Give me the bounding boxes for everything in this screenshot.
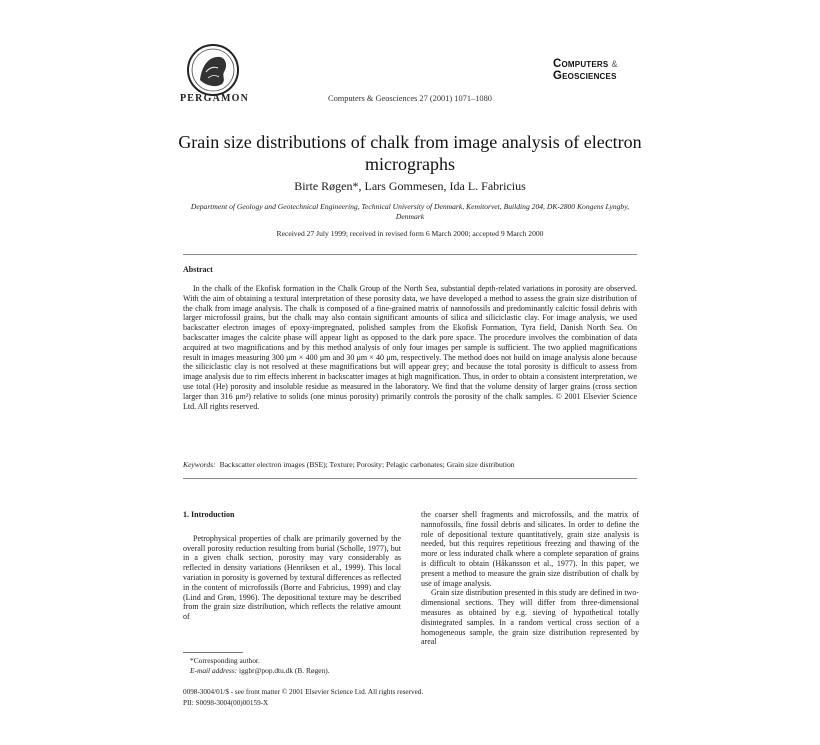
footnote [190,656,330,676]
front-matter [183,687,423,708]
email-label: E-mail address: [190,666,238,675]
abstract-divider [183,478,637,479]
intro-paragraph-right-2: Grain size distribution presented in this study are defined in two-dimensional sections. They will differ from three-dimensional measures as obtained by e.g. sieving of hypothetical totally disintegrated samples. In a random vertical cross section of a homogeneous sample, the grain size distribution represented by areal [421,588,639,647]
journal-logo [553,58,618,82]
journal-logo-line2: Geosciences [553,70,617,82]
journal-citation: Computers & Geosciences 27 (2001) 1071–1080 [328,94,492,103]
right-column [421,510,639,647]
intro-paragraph-right-1: the coarser shell fragments and microfossils, and the matrix of nannofossils, fine fossil debris and silicates. In order to define the role of depositional texture quantitatively, grain size analysis is needed, but this requires repetitious freezing and thawing of the more or less indurated chalk where a complete separation of grains is difficult to obtain (Håkansson et al., 1977). In this paper, we present a method to measure the grain size distribution of chalk by use of image analysis. [421,510,639,588]
header-divider [183,254,637,255]
copyright-line: 0098-3004/01/$ - see front matter © 2001 Elsevier Science Ltd. All rights reserved. [183,688,424,696]
journal-logo-amp: & [611,59,618,69]
abstract-body: In the chalk of the Ekofisk formation in the Chalk Group of the North Sea, substantial depth-related variations in porosity are observed. With the aim of obtaining a textural interpretation of these porosity data, we have developed a method to assess the grain size distribution of the chalk from image analysis. The chalk is composed of a fine-grained matrix of nannofossils and predominantly calcitic fossil debris with larger microfossil grains, but the chalk may also contain significant amounts of silica and siliciclastic clay. For image analysis, we used backscatter electron images of epoxy-impregnated, polished samples from the Ekofisk Formation, Tyra field, Danish North Sea. On backscatter images the calcite phase will appear light as opposed to the dark pore space. The procedure involves the combination of data acquired at two magnifications and by this method analysis of only four images per sample is sufficient. The two applied magnifications result in images measuring 300 μm × 400 μm and 30 μm × 40 μm, respectively. The method does not build on image analysis alone because the siliciclastic clay is not resolved at these magnifications but will appear grey; and because the total porosity is difficult to assess from image analysis due to rim effects inherent in backscatter images at high magnification. Thus, in order to obtain a consistent interpretation, we use total (He) porosity and insoluble residue as measured in the laboratory. We find that the volume density of larger grains (cross section larger than 316 μm²) relative to solids (one minus porosity) primarily controls the porosity of the chalk samples. © 2001 Elsevier Science Ltd. All rights reserved. [183,284,637,411]
footnote-divider [183,652,243,653]
keywords [183,460,637,469]
article-title: Grain size distributions of chalk from image analysis of electron micrographs [178,132,642,174]
publisher-name: PERGAMON [180,93,250,104]
left-column [183,510,401,622]
pii-line: PII: S0098-3004(00)00159-X [183,698,269,707]
abstract-heading: Abstract [183,265,213,274]
intro-paragraph-left: Petrophysical properties of chalk are primarily governed by the overall porosity reduction resulting from burial (Scholle, 1977), but in a given chalk section, porosity may vary considerably as reflected in density variations (Henriksen et al., 1999). This local variation in porosity is governed by textural differences as reflected in the content of microfossils (Borre and Fabricius, 1999) and clay (Lind and Grøn, 1996). The depositional texture may be described from the grain size distribution, which reflects the relative amount of [183,533,401,622]
author-affiliation: Department of Geology and Geotechnical Engineering, Technical University of Denmark, Kemitorvet, Building 204, DK-2800 Kongens Lyngby, Denmark [190,202,630,221]
keywords-text: Backscatter electron images (BSE); Texture; Porosity; Pelagic carbonates; Grain size distribution [219,460,515,469]
keywords-label: Keywords: [183,460,216,469]
email-address: iggbr@pop.dtu.dk (B. Røgen). [239,666,330,675]
article-dates: Received 27 July 1999; received in revised form 6 March 2000; accepted 9 March 2000 [276,229,544,238]
article-authors: Birte Røgen*, Lars Gommesen, Ida L. Fabricius [294,179,526,193]
corresponding-author-note: *Corresponding author. [190,656,260,665]
journal-logo-line1: Computers [553,58,609,70]
section-heading-introduction: 1. Introduction [183,510,235,519]
